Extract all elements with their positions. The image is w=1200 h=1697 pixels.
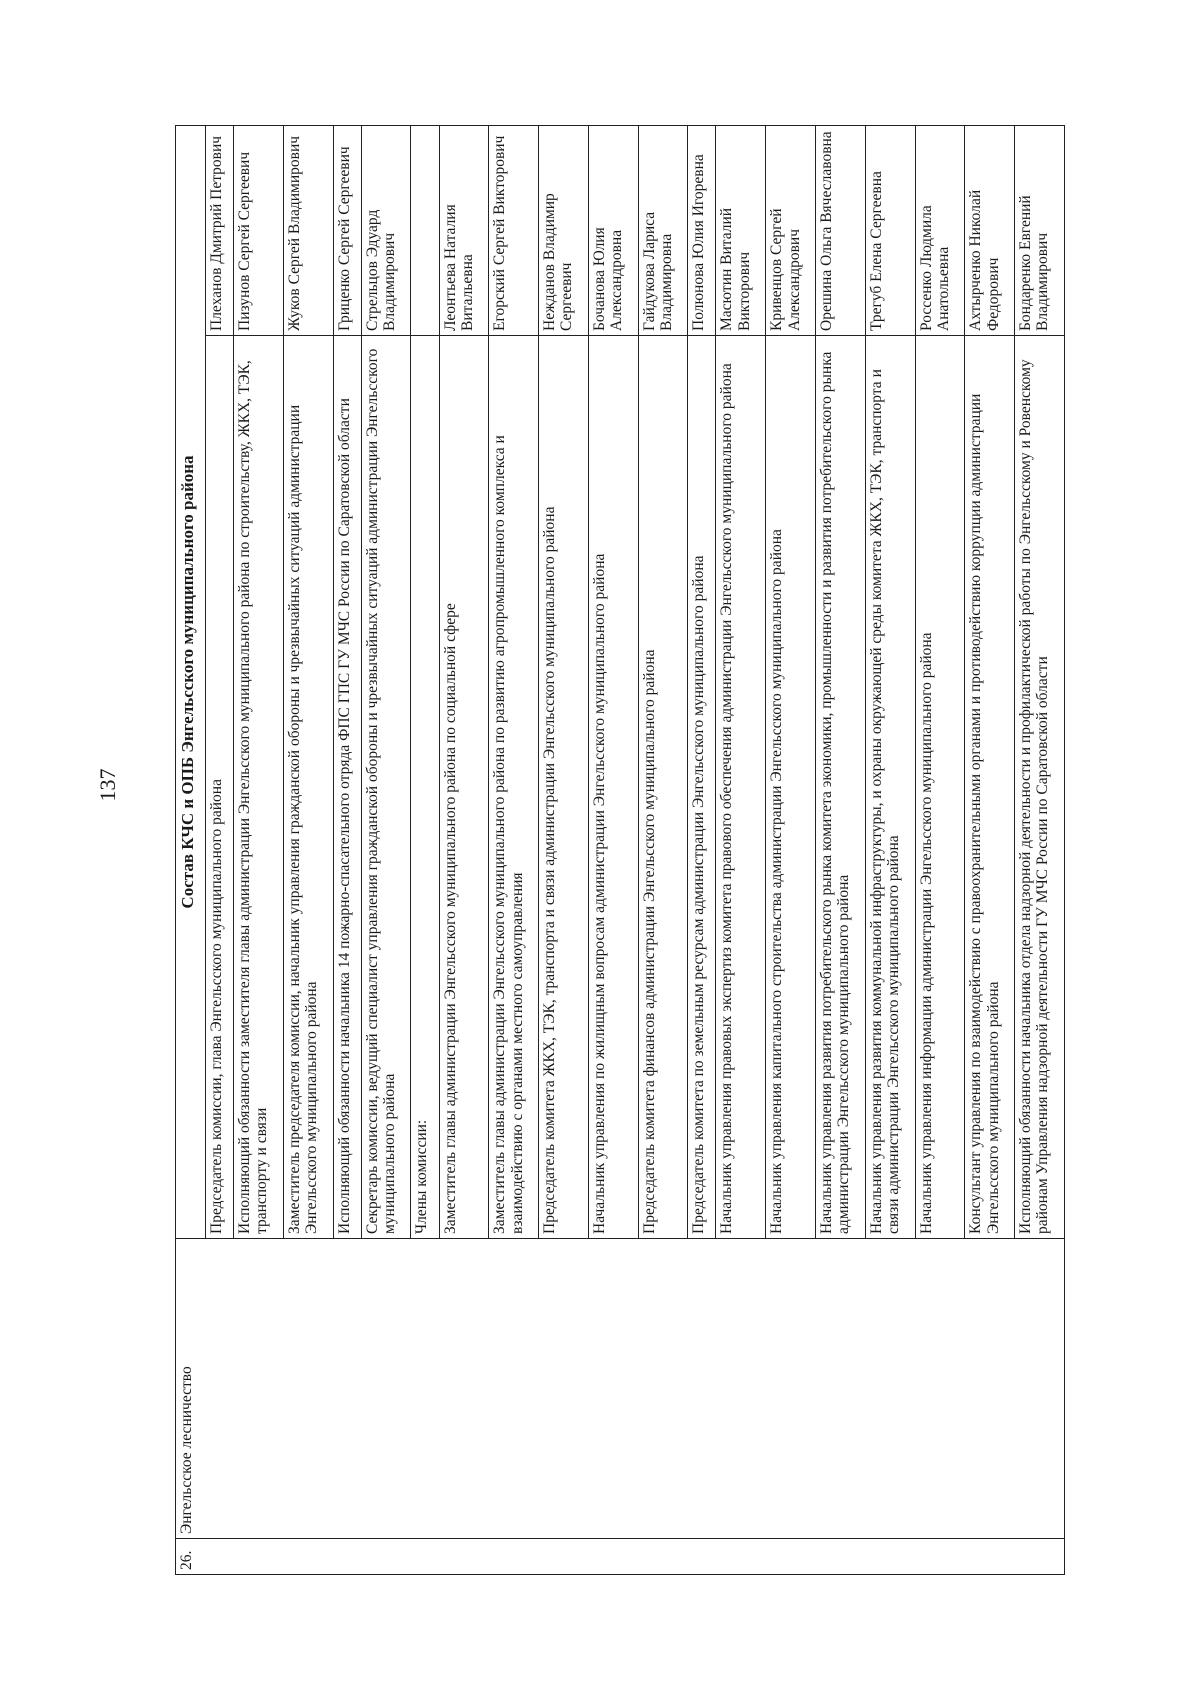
member-name: Трегуб Елена Сергеевна <box>865 126 915 336</box>
member-role: Начальник управления информации администрации Энгельсского муниципального района <box>915 336 965 1239</box>
member-name: Масютин Виталий Викторович <box>716 126 766 336</box>
organization-name: Энгельсское лесничество <box>176 1239 1065 1539</box>
member-role: Заместитель председателя комиссии, начальник управления гражданской обороны и чрезвычайных ситуаций администрации Энгельсского муниципального района <box>283 336 333 1239</box>
member-name: Стрельцов Эдуард Владимирович <box>361 126 411 336</box>
member-role: Исполняющий обязанности начальника отдела надзорной деятельности и профилактической работы по Энгельсскому и Ровенскому районам Управления надзорной деятельности ГУ МЧС России по Саратовской области <box>1015 336 1065 1239</box>
member-role: Начальник управления капитального строительства администрации Энгельсского муниципального района <box>766 336 816 1239</box>
member-name: Ахтырченко Николай Федорович <box>965 126 1015 336</box>
member-role: Председатель комитета по земельным ресурсам администрации Энгельсского муниципального района <box>688 336 716 1239</box>
member-name: Полюнова Юлия Игоревна <box>688 126 716 336</box>
commission-table <box>175 125 1065 1575</box>
page-number: 137 <box>95 768 120 802</box>
member-role: Начальник управления развития потребительского рынка комитета экономики, промышленности и развития потребительского рынка администрации Энгельсского муниципального района <box>815 336 865 1239</box>
member-role: Председатель комиссии, глава Энгельсского муниципального района <box>206 336 234 1239</box>
table-heading-row <box>176 126 206 1575</box>
member-name: Плеханов Дмитрий Петрович <box>206 126 234 336</box>
member-role: Начальник управления по жилищным вопросам администрации Энгельсского муниципального района <box>588 336 638 1239</box>
row-number: 26. <box>176 1539 1065 1575</box>
member-name: Россенко Людмила Анатольевна <box>915 126 965 336</box>
member-role: Исполняющий обязанности заместителя главы администрации Энгельсского муниципального района по строительству, ЖКХ, ТЭК, транспорту и связи <box>234 336 284 1239</box>
table-heading: Состав КЧС и ОПБ Энгельсского муниципального района <box>176 126 206 1239</box>
member-name: Гриценко Сергей Сергеевич <box>333 126 361 336</box>
member-name: Орешина Ольга Вячеславовна <box>815 126 865 336</box>
member-name: Леонтьева Наталия Витальевна <box>439 126 489 336</box>
member-name: Нежданов Владимир Сергеевич <box>539 126 589 336</box>
member-role: Заместитель главы администрации Энгельсского муниципального района по развитию агропромышленного комплекса и взаимодействию с органами местного самоуправления <box>489 336 539 1239</box>
member-role: Исполняющий обязанности начальника 14 пожарно-спасательного отряда ФПС ГПС ГУ МЧС России по Саратовской области <box>333 336 361 1239</box>
member-name: Кривенцов Сергей Александрович <box>766 126 816 336</box>
member-role: Начальник управления развития коммунальной инфраструктуры, и охраны окружающей среды комитета ЖКХ, ТЭК, транспорта и связи администрации Энгельсского муниципального района <box>865 336 915 1239</box>
member-role: Начальник управления правовых экспертиз комитета правового обеспечения администрации Энгельсского муниципального района <box>716 336 766 1239</box>
member-role: Секретарь комиссии, ведущий специалист управления гражданской обороны и чрезвычайных ситуаций администрации Энгельсского муниципального района <box>361 336 411 1239</box>
member-name: Егорский Сергей Викторович <box>489 126 539 336</box>
member-name: Бондаренко Евгений Владимирович <box>1015 126 1065 336</box>
member-role: Консультант управления по взаимодействию с правоохранительными органами и противодействию коррупции администрации Энгельсского муниципального района <box>965 336 1015 1239</box>
member-role: Председатель комитета финансов администрации Энгельсского муниципального района <box>638 336 688 1239</box>
member-name: Пизунов Сергей Сергеевич <box>234 126 284 336</box>
members-label-empty <box>411 126 439 336</box>
member-role: Председатель комитета ЖКХ, ТЭК, транспорта и связи администрации Энгельсского муниципального района <box>539 336 589 1239</box>
members-label: Члены комиссии: <box>411 336 439 1239</box>
member-name: Бочанова Юлия Александровна <box>588 126 638 336</box>
member-role: Заместитель главы администрации Энгельсского муниципального района по социальной сфере <box>439 336 489 1239</box>
member-name: Гайдукова Лариса Владимировна <box>638 126 688 336</box>
member-name: Жуков Сергей Владимирович <box>283 126 333 336</box>
rotated-table-container <box>175 125 1065 1575</box>
